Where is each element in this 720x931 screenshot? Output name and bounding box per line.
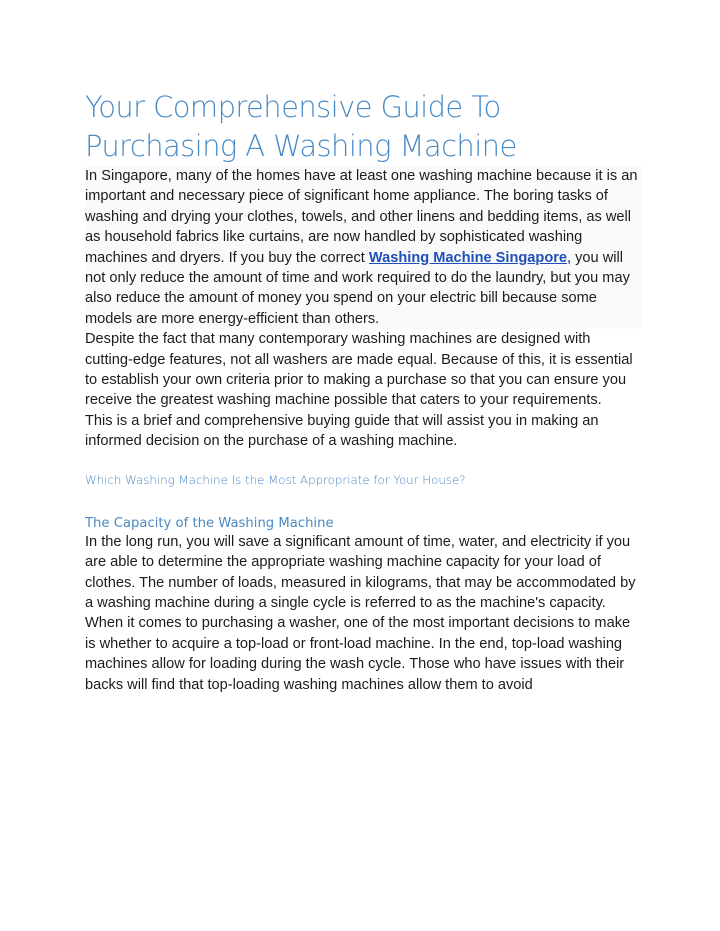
document-page — [85, 88, 641, 695]
paragraph-guide-summary: This is a brief and comprehensive buying guide that will assist you in making an informed decision on the purchase of a washing machine. — [85, 412, 599, 450]
document-title: Your Comprehensive Guide To Purchasing A Washing Machine — [85, 90, 517, 163]
subheading-appropriate-machine: Which Washing Machine Is the Most Appropriate for Your House? — [85, 472, 466, 487]
paragraph-top-vs-front-load: When it comes to purchasing a washer, one of the most important decisions to make is whether to acquire a top-load or front-load machine. In the end, top-load washing machines allow for loading during the wash cycle. Those who have issues with their backs will find that top-loading washing machines allow them to avoid — [85, 615, 631, 693]
intro-text-before-link: In Singapore, many of the homes have at least one washing machine because it is an important and necessary piece of significant home appliance. The boring tasks of washing and drying your clothes, towels, and other linens and bedding items, as well as household fabrics like curtains, are now handled by sophisticated washing machines and dryers. If you buy the correct — [85, 168, 638, 266]
paragraph-capacity: In the long run, you will save a significant amount of time, water, and electricity if you are able to determine the appropriate washing machine capacity for your load of clothes. The number of loads, measured in kilograms, that may be accommodated by a washing machine during a single cycle is referred to as the machine's capacity. — [85, 533, 636, 611]
paragraph-criteria: Despite the fact that many contemporary washing machines are designed with cutting-edge features, not all washers are made equal. Because of this, it is essential to establish your own criteria prior to making a purchase so that you can ensure you receive the greatest washing machine possible that caters to your requirements. — [85, 331, 633, 409]
intro-paragraph — [85, 166, 641, 329]
intro-text-after-link: , you will not only reduce the amount of time and work required to do the laundry, but you may also reduce the amount of money you spend on your electric bill because some models are more energy-efficient than others. — [85, 249, 630, 327]
washing-machine-singapore-link[interactable]: Washing Machine Singapore — [368, 249, 568, 266]
subheading-capacity: The Capacity of the Washing Machine — [85, 515, 334, 531]
